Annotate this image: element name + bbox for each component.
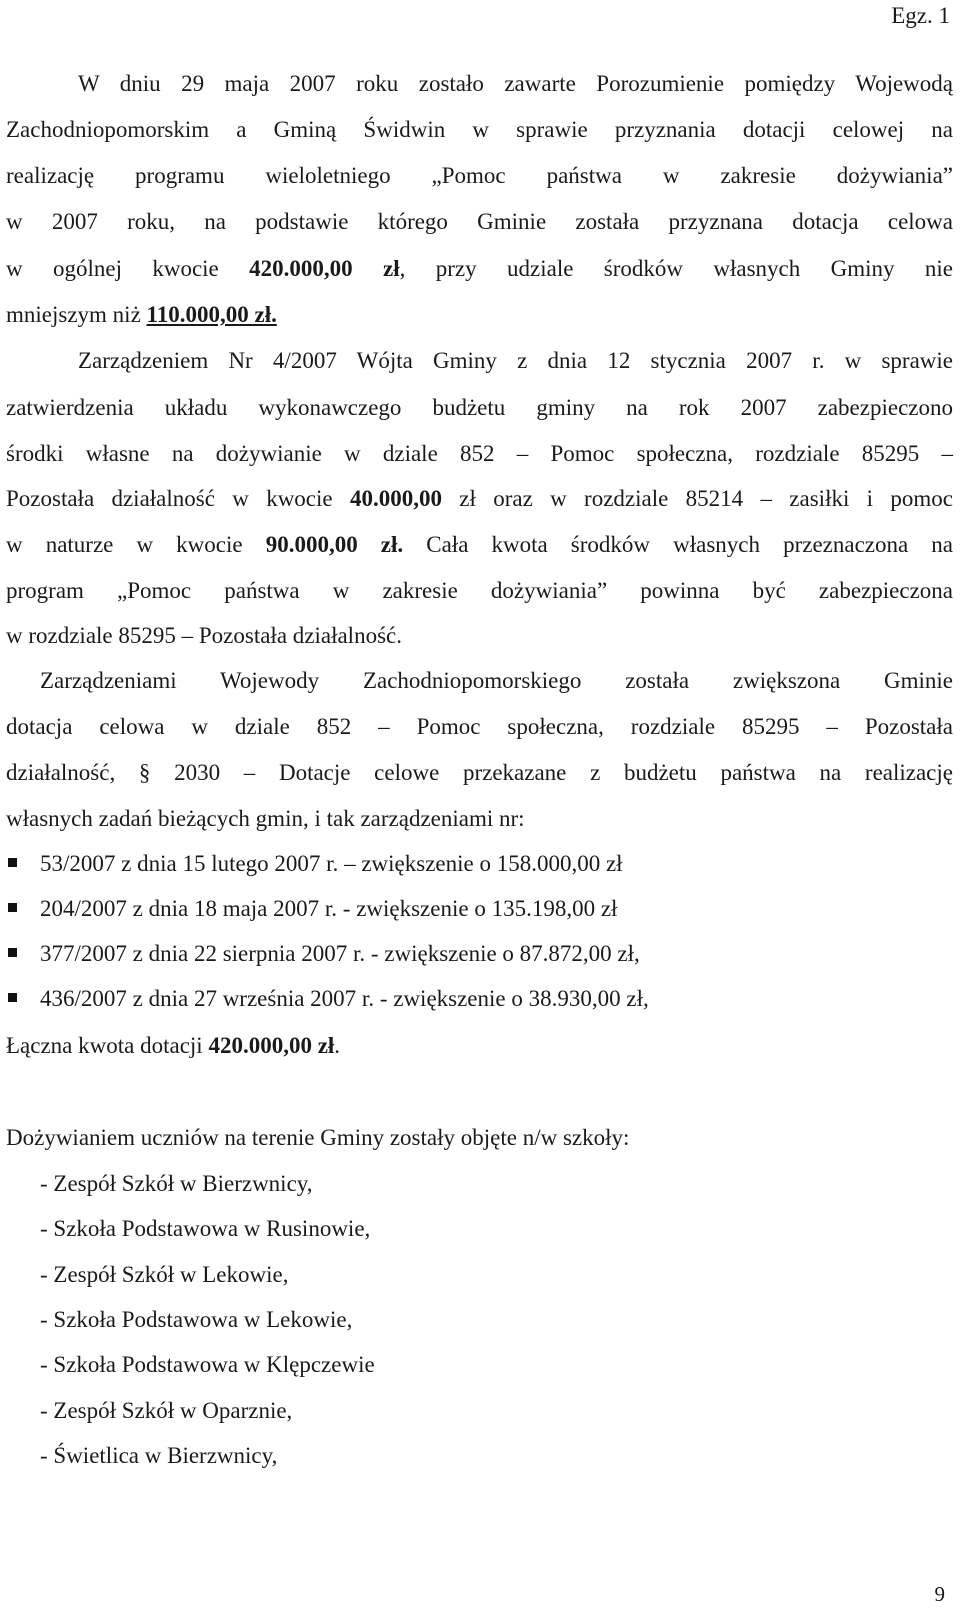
schools-intro: Dożywianiem uczniów na terenie Gminy zostały objęte n/w szkoły: — [6, 1125, 630, 1150]
text-line: realizację programu wieloletniego „Pomoc państwa w zakresie dożywiania” — [6, 163, 953, 188]
amount-85214: 90.000,00 zł. — [265, 532, 404, 557]
text-line: w rozdziale 85295 – Pozostała działalność. — [6, 623, 402, 648]
text-line: w naturze w kwocie 90.000,00 zł. Cała kwota środków własnych przeznaczona na — [6, 532, 953, 557]
text-line: w 2007 roku, na podstawie którego Gminie została przyznana dotacja celowa — [6, 209, 953, 234]
copy-label: Egz. 1 — [891, 3, 950, 28]
text-line: Zarządzeniami Wojewody Zachodniopomorskiego została zwiększona Gminie — [40, 668, 953, 693]
text-line: własnych zadań bieżących gmin, i tak zarządzeniami nr: — [6, 806, 525, 831]
list-item: - Szkoła Podstawowa w Klępczewie — [40, 1352, 375, 1377]
square-bullet-icon — [8, 993, 17, 1002]
text-line: dotacja celowa w dziale 852 – Pomoc społeczna, rozdziale 85295 – Pozostała — [6, 714, 953, 739]
text-line: mniejszym niż 110.000,00 zł. — [6, 302, 277, 327]
text-line: Zarządzeniem Nr 4/2007 Wójta Gminy z dnia 12 stycznia 2007 r. w sprawie — [78, 348, 953, 373]
total-line: Łączna kwota dotacji 420.000,00 zł. — [6, 1033, 341, 1058]
list-item: - Zespół Szkół w Lekowie, — [40, 1262, 289, 1287]
text-line: W dniu 29 maja 2007 roku zostało zawarte Porozumienie pomiędzy Wojewodą — [78, 71, 953, 96]
square-bullet-icon — [8, 948, 17, 957]
list-item: - Szkoła Podstawowa w Lekowie, — [40, 1307, 353, 1332]
list-item: - Zespół Szkół w Oparznie, — [40, 1398, 293, 1423]
square-bullet-icon — [8, 858, 17, 867]
text-line: Pozostała działalność w kwocie 40.000,00 zł oraz w rozdziale 85214 – zasiłki i pomoc — [6, 486, 953, 511]
square-bullet-icon — [8, 903, 17, 912]
total-amount: 420.000,00 zł — [208, 1033, 335, 1058]
text-line: Zachodniopomorskim a Gminą Świdwin w sprawie przyznania dotacji celowej na — [6, 117, 953, 142]
page-number: 9 — [934, 1582, 945, 1606]
amount-own-funds: 110.000,00 zł. — [146, 302, 277, 327]
text-line: środki własne na dożywianie w dziale 852 – Pomoc społeczna, rozdziale 85295 – — [6, 441, 953, 466]
list-item: - Świetlica w Bierzwnicy, — [40, 1443, 278, 1468]
list-item: - Szkoła Podstawowa w Rusinowie, — [40, 1216, 371, 1241]
amount-85295: 40.000,00 — [349, 486, 442, 511]
text-line: zatwierdzenia układu wykonawczego budżetu gminy na rok 2007 zabezpieczono — [6, 395, 953, 420]
text-line: program „Pomoc państwa w zakresie dożywiania” powinna być zabezpieczona — [6, 578, 953, 603]
list-item: - Zespół Szkół w Bierzwnicy, — [40, 1171, 313, 1196]
text-line: w ogólnej kwocie 420.000,00 zł, przy udziale środków własnych Gminy nie — [6, 256, 953, 281]
amount-total: 420.000,00 zł — [249, 256, 400, 281]
text-line: działalność, § 2030 – Dotacje celowe przekazane z budżetu państwa na realizację — [6, 760, 953, 785]
